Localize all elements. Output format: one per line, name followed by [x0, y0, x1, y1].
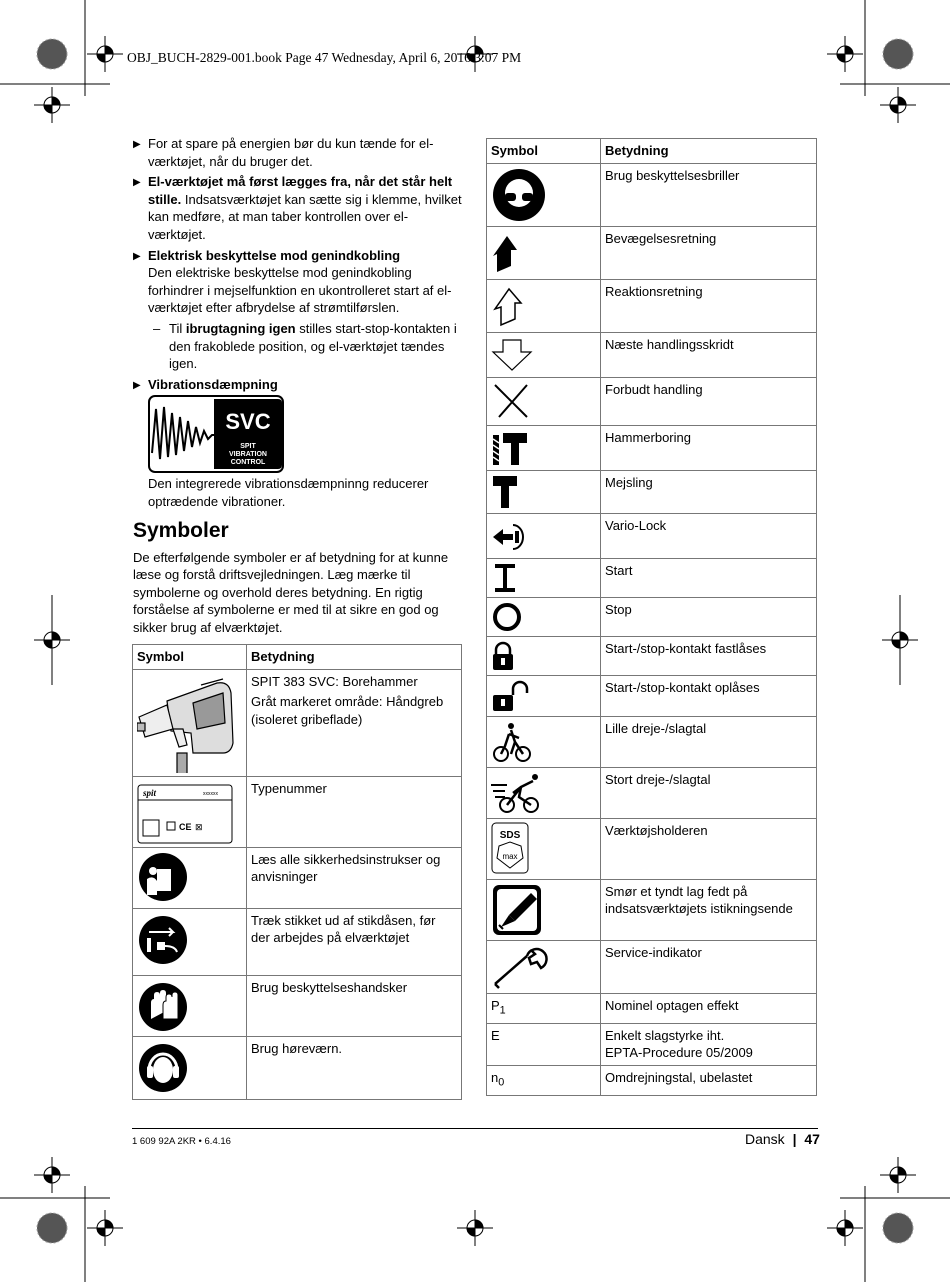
table-row: [487, 377, 817, 425]
fast-cyclist-icon: [487, 767, 601, 818]
left-column: [133, 135, 465, 644]
movement-arrow-icon: [487, 226, 601, 279]
footer-rule: [132, 1128, 818, 1129]
forbidden-icon: [487, 377, 601, 425]
chisel-mode-icon: [487, 470, 601, 513]
footer-language: Dansk: [745, 1131, 785, 1147]
bullet-bold: El-værktøjet må først lægges fra, når det står helt stille.: [148, 174, 453, 207]
footer-code: 1 609 92A 2KR • 6.4.16: [132, 1136, 231, 1147]
table-row: [487, 993, 817, 1023]
table-row: [487, 767, 817, 818]
meaning-cell: Mejsling: [601, 470, 817, 513]
hammer-drill-mode-icon: [487, 425, 601, 470]
table-row: [133, 975, 462, 1036]
table-row: [487, 597, 817, 636]
plate-brand: spit: [143, 787, 157, 798]
meaning-cell: [247, 669, 462, 776]
start-icon: [487, 558, 601, 597]
svc-line2: VIBRATION: [229, 451, 267, 459]
table-row: [487, 332, 817, 377]
lock-closed-icon: [487, 636, 601, 675]
meaning-line: Træk stikket ud af stikdåsen, før der arbejdes på elværktøjet: [251, 912, 436, 946]
footer-page-number: 47: [804, 1131, 820, 1147]
svg-text:⊠: ⊠: [195, 821, 203, 832]
meaning-line: Typenummer: [251, 780, 327, 796]
meaning-cell: Smør et tyndt lag fedt på indsatsværktøjets istikningsende: [601, 879, 817, 940]
bullet-text: For at spare på energien bør du kun tænde for el-værktøjet, når du bruger det.: [148, 136, 434, 169]
symbol-sub: 0: [498, 1076, 505, 1089]
read-manual-icon: [133, 847, 247, 908]
next-step-arrow-icon: [487, 332, 601, 377]
meaning-cell: [247, 1036, 462, 1099]
bullet-lay-down: [133, 173, 465, 243]
table-row: [487, 636, 817, 675]
meaning-cell: Nominel optagen effekt: [601, 993, 817, 1023]
meaning-line: Læs alle sikkerhedsinstrukser og anvisninger: [251, 851, 441, 885]
hammer-drill-image: [133, 669, 247, 776]
meaning-cell: [247, 908, 462, 975]
sub-text: Til: [169, 320, 186, 336]
table-row: [487, 1065, 817, 1095]
meaning-cell: Start-/stop-kontakt fastlåses: [601, 636, 817, 675]
sub-text: stilles start-stop-kontakten i den frakoblede position, og el-værktøjet tændes igen.: [169, 320, 457, 372]
ear-protection-icon: [133, 1036, 247, 1099]
meaning-cell: [247, 776, 462, 847]
meaning-cell: Start-/stop-kontakt oplåses: [601, 675, 817, 716]
symbol-text: n: [491, 1069, 499, 1085]
meaning-cell: [247, 975, 462, 1036]
table-row: [487, 940, 817, 993]
bullet-triangle-icon: ▶: [133, 139, 141, 150]
table-row: [487, 558, 817, 597]
svc-line3: CONTROL: [230, 459, 266, 467]
table-row: [487, 226, 817, 279]
symbol-cell: [487, 1023, 601, 1065]
table-header-row: [133, 645, 462, 670]
svc-big: SVC: [225, 409, 271, 435]
symbol-cell: [487, 993, 601, 1023]
right-symbol-table: [486, 138, 817, 1096]
meaning-line: Gråt markeret område: Håndgreb (isoleret gribeflade): [251, 694, 444, 727]
table-row: [487, 279, 817, 332]
meaning-cell: Værktøjsholderen: [601, 818, 817, 879]
bullet-bold: Vibrationsdæmpning: [148, 376, 278, 392]
meaning-line: Brug beskyttelseshandsker: [251, 979, 408, 995]
meaning-header: Betydning: [601, 139, 817, 164]
symbol-text: P: [491, 997, 500, 1013]
table-row: [487, 818, 817, 879]
bullet-text: Indsatsværktøjet kan sætte sig i klemme, hvilket kan medføre, at man taber kontrollen over el-værktøjet.: [148, 191, 462, 242]
lock-open-icon: [487, 675, 601, 716]
symbol-text: E: [491, 1027, 500, 1043]
svc-line1: SPIT: [240, 443, 256, 451]
type-plate-icon: [133, 776, 247, 847]
symbol-cell: [487, 1065, 601, 1095]
stop-icon: [487, 597, 601, 636]
table-row: [133, 908, 462, 975]
meaning-cell: [601, 1023, 817, 1065]
meaning-cell: Forbudt handling: [601, 377, 817, 425]
meaning-header: Betydning: [247, 645, 462, 670]
svg-text:CE: CE: [179, 821, 192, 832]
meaning-cell: Brug beskyttelsesbriller: [601, 163, 817, 226]
bullet-triangle-icon: ▶: [133, 379, 141, 391]
unplug-icon: [133, 908, 247, 975]
sds-label: SDS: [499, 829, 521, 841]
meaning-cell: Omdrejningstal, ubelastet: [601, 1065, 817, 1095]
small-cyclist-icon: [487, 716, 601, 767]
meaning-cell: Service-indikator: [601, 940, 817, 993]
svc-logo-graphic: [148, 395, 284, 473]
vibration-text: Den integrerede vibrationsdæmpninng reducerer optrædende vibrationer.: [148, 476, 429, 509]
table-header-row: [487, 139, 817, 164]
gloves-icon: [133, 975, 247, 1036]
symbol-header: Symbol: [133, 645, 247, 670]
meaning-line: EPTA-Procedure 05/2009: [605, 1045, 753, 1061]
table-row: [487, 163, 817, 226]
table-row: [133, 776, 462, 847]
meaning-line: Enkelt slagstyrke iht.: [605, 1027, 725, 1043]
dash: –: [153, 320, 161, 336]
bullet-triangle-icon: ▶: [133, 250, 141, 262]
bullet-energy: [133, 135, 465, 170]
bullet-vibration: [133, 376, 465, 511]
meaning-cell: [247, 847, 462, 908]
sds-max-icon: [487, 818, 601, 879]
table-row: [133, 847, 462, 908]
bullet-bold: Elektrisk beskyttelse mod genindkobling: [148, 247, 401, 263]
bullet-restart-protection: [133, 247, 465, 373]
sub-item: [133, 320, 465, 373]
wrench-icon: [487, 940, 601, 993]
reaction-arrow-icon: [487, 279, 601, 332]
meaning-cell: Bevægelsesretning: [601, 226, 817, 279]
table-row: [487, 1023, 817, 1065]
table-row: [487, 675, 817, 716]
table-row: [133, 669, 462, 776]
meaning-cell: Vario-Lock: [601, 513, 817, 558]
meaning-cell: Start: [601, 558, 817, 597]
footer-page-label: [745, 1131, 820, 1147]
meaning-cell: Stort dreje-/slagtal: [601, 767, 817, 818]
table-row: [487, 470, 817, 513]
bullet-text: Den elektriske beskyttelse mod genindkobling forhindrer i mejselfunktion en ukontrolleret start af el-værktøjet efter afbrydelse af strømtilførslen.: [148, 265, 452, 316]
table-row: [487, 425, 817, 470]
left-symbol-table: [132, 644, 462, 1100]
grease-icon: [487, 879, 601, 940]
meaning-cell: Næste handlingsskridt: [601, 332, 817, 377]
intro-paragraph: De efterfølgende symboler er af betydning for at kunne læse og forstå driftsvejledningen. Læg mærke til symbolerne og overhold deres betydning. En rigtig forståelse af symbolerne er med til at sikre en god og sikker brug af elværktøjet.: [133, 549, 449, 635]
sub-bold: ibrugtagning igen: [185, 320, 296, 336]
table-row: [487, 513, 817, 558]
meaning-cell: Reaktionsretning: [601, 279, 817, 332]
symbol-sub: 1: [499, 1004, 506, 1017]
vario-lock-icon: [487, 513, 601, 558]
meaning-cell: Stop: [601, 597, 817, 636]
goggles-icon: [487, 163, 601, 226]
bullet-triangle-icon: ▶: [133, 177, 141, 189]
table-row: [133, 1036, 462, 1099]
print-header: OBJ_BUCH-2829-001.book Page 47 Wednesday, April 6, 2016 3:07 PM: [127, 50, 522, 65]
svc-logo: [148, 395, 284, 473]
section-heading: Symboler: [133, 518, 229, 542]
meaning-cell: Hammerboring: [601, 425, 817, 470]
symbol-header: Symbol: [487, 139, 601, 164]
meaning-cell: Lille dreje-/slagtal: [601, 716, 817, 767]
meaning-line: SPIT 383 SVC: Borehammer: [251, 673, 418, 689]
table-row: [487, 879, 817, 940]
plate-code: xxxxxx: [203, 790, 218, 797]
max-label: max: [502, 851, 518, 861]
meaning-line: Brug høreværn.: [251, 1040, 343, 1056]
footer-separator: |: [792, 1131, 797, 1147]
table-row: [487, 716, 817, 767]
